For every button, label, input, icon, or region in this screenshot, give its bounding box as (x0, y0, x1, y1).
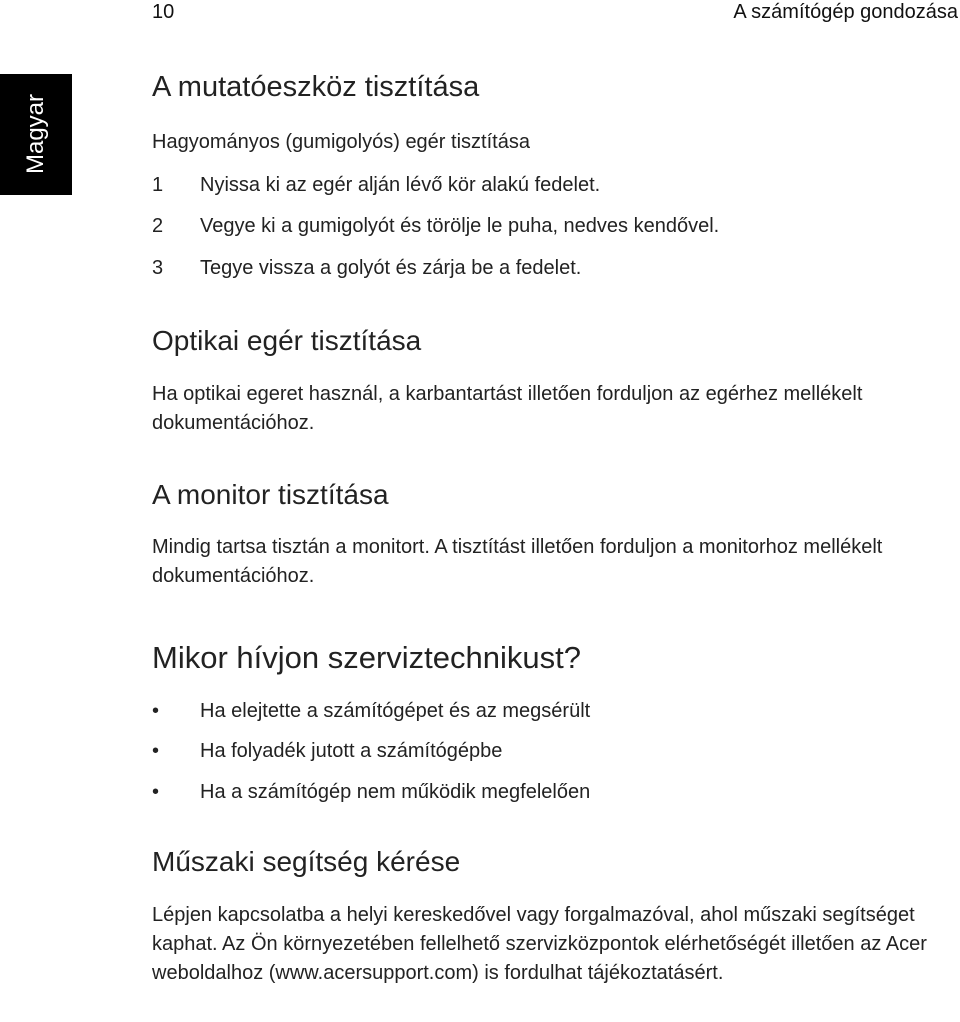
section-title-technical-support: Műszaki segítség kérése (152, 846, 461, 877)
page-number: 10 (152, 1, 175, 23)
bullet-marker: • (152, 700, 160, 722)
step-number: 1 (152, 174, 164, 196)
step-number: 2 (152, 215, 164, 237)
subsection-title-ball-mouse: Hagyományos (gumigolyós) egér tisztítása (152, 131, 530, 153)
section-title-pointing-device: A mutatóeszköz tisztítása (152, 71, 480, 103)
step-text: Nyissa ki az egér alján lévő kör alakú fedelet. (200, 174, 601, 196)
technical-support-paragraph: Lépjen kapcsolatba a helyi kereskedővel vagy forgalmazóval, ahol műszaki segítséget kaphat. Az Ön környezetében fellelhető szervizközpontok elérhetőségét illetően az Acer weboldalhoz (www.acersupport.com) is fordulhat tájékoztatásért. (152, 904, 927, 984)
running-head: A számítógép gondozása (733, 1, 958, 23)
optical-mouse-paragraph: Ha optikai egeret használ, a karbantartást illetően forduljon az egérhez mellékelt dokumentációhoz. (152, 383, 863, 434)
section-title-service: Mikor hívjon szerviztechnikust? (152, 640, 581, 675)
bullet-text: Ha folyadék jutott a számítógépbe (200, 740, 503, 762)
section-title-monitor: A monitor tisztítása (152, 479, 389, 510)
step-text: Vegye ki a gumigolyót és törölje le puha, nedves kendővel. (200, 215, 720, 237)
bullet-marker: • (152, 740, 160, 762)
step-text: Tegye vissza a golyót és zárja be a fedelet. (200, 257, 582, 279)
section-title-optical-mouse: Optikai egér tisztítása (152, 325, 422, 356)
language-tab (0, 74, 72, 195)
bullet-text: Ha a számítógép nem működik megfelelően (200, 781, 591, 803)
bullet-text: Ha elejtette a számítógépet és az megsérült (200, 700, 591, 722)
step-number: 3 (152, 257, 164, 279)
language-tab-label: Magyar (22, 93, 49, 175)
bullet-marker: • (152, 781, 160, 803)
monitor-paragraph: Mindig tartsa tisztán a monitort. A tisztítást illetően forduljon a monitorhoz mellékelt dokumentációhoz. (152, 536, 883, 587)
